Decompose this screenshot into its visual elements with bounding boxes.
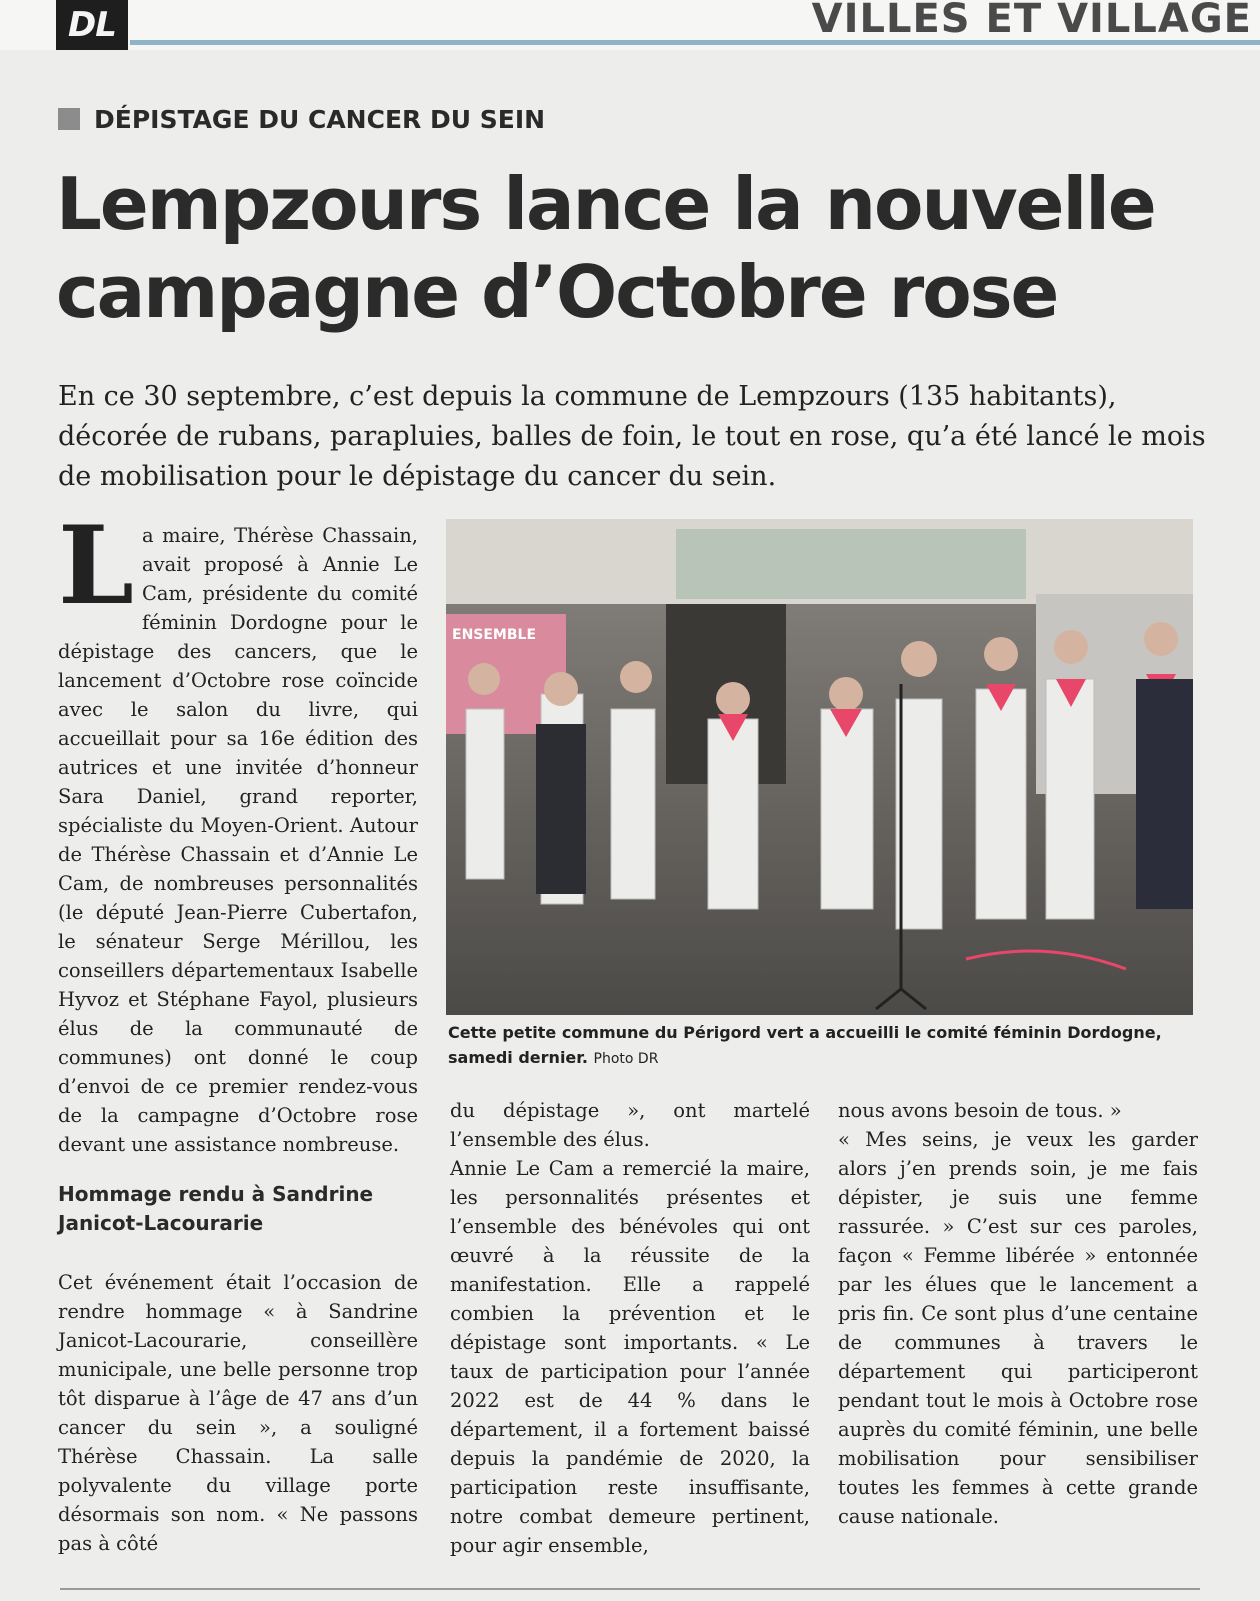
paragraph-2: Cet événement était l’occasion de rendre hommage « à Sandrine Janicot-Lacourarie, conseillère municipale, une belle personne trop tôt disparue à l’âge de 47 ans d’un cancer du sein », a souligné Thérèse Chassain. La salle polyvalente du village porte désormais son nom. « Ne passons pas à côté <box>58 1271 418 1555</box>
photo-caption <box>448 1020 1196 1072</box>
masthead-bar <box>0 0 1260 50</box>
photo-illustration <box>446 519 1193 1015</box>
column-1 <box>58 503 418 1159</box>
kicker-text: DÉPISTAGE DU CANCER DU SEIN <box>94 104 546 134</box>
article-headline: Lempzours lance la nouvelle campagne d’Octobre rose <box>56 162 1155 334</box>
article-lede: En ce 30 septembre, c’est depuis la commune de Lempzours (135 habitants), décorée de rubans, parapluies, balles de foin, le tout en rose, qu’a été lancé le mois de mobilisation pour le dépistage du cancer du sein. <box>58 381 1206 492</box>
newspaper-logo: DL <box>56 0 128 50</box>
caption-text: Cette petite commune du Périgord vert a accueilli le comité féminin Dordogne, samedi dernier. <box>448 1023 1162 1067</box>
column-1-lower <box>58 1268 418 1558</box>
bottom-rule <box>60 1588 1200 1590</box>
article-subhead: Hommage rendu à Sandrine Janicot-Lacourarie <box>58 1182 374 1235</box>
paragraph-6: « Mes seins, je veux les garder alors j’en prends soin, je me fais dépister, je suis une femme rassurée. » C’est sur ces paroles, façon « Femme libérée » entonnée par les élues que le lancement a pris fin. Ce sont plus d’une centaine de communes à travers le département qui participeront pendant tout le mois à Octobre rose auprès du comité féminin, une belle mobilisation pour sensibiliser toutes les femmes à cette grande cause nationale. <box>838 1128 1198 1528</box>
paragraph-4: Annie Le Cam a remercié la maire, les personnalités présentes et l’ensemble des bénévoles qui ont œuvré à la réussite de la manifestation. Elle a rappelé combien la prévention et le dépistage sont importants. « Le taux de participation pour l’année 2022 est de 44 % dans le département, il a fortement baissé depuis la pandémie de 2020, la participation reste insuffisante, notre combat demeure pertinent, pour agir ensemble, <box>450 1157 810 1557</box>
column-3 <box>838 1096 1198 1531</box>
column-2 <box>450 1096 810 1560</box>
paragraph-5: nous avons besoin de tous. » <box>838 1099 1122 1122</box>
drop-cap: L <box>58 503 134 629</box>
photo-credit: Photo DR <box>593 1051 659 1067</box>
paragraph-3: du dépistage », ont martelé l’ensemble des élus. <box>450 1099 810 1151</box>
section-rubric: VILLES ET VILLAGE <box>811 0 1252 42</box>
paragraph-1: a maire, Thérèse Chassain, avait proposé à Annie Le Cam, présidente du comité féminin Dordogne pour le dépistage des cancers, que le lancement d’Octobre rose coïncide avec le salon du livre, qui accueillait pour sa 16e édition des autrices et une invitée d’honneur Sara Daniel, grand reporter, spécialiste du Moyen-Orient. Autour de Thérèse Chassain et d’Annie Le Cam, de nombreuses personnalités (le député Jean-Pierre Cubertafon, le sénateur Serge Mérillou, les conseillers départementaux Isabelle Hyvoz et Stéphane Fayol, plusieurs élus de la communauté de communes) ont donné le coup d’envoi de ce premier rendez-vous de la campagne d’Octobre rose devant une assistance nombreuse. <box>58 524 418 1156</box>
article-kicker <box>58 104 545 134</box>
article-photo <box>446 519 1193 1015</box>
kicker-square-icon <box>58 108 80 130</box>
photo-banner-text: ENSEMBLE <box>452 627 537 643</box>
